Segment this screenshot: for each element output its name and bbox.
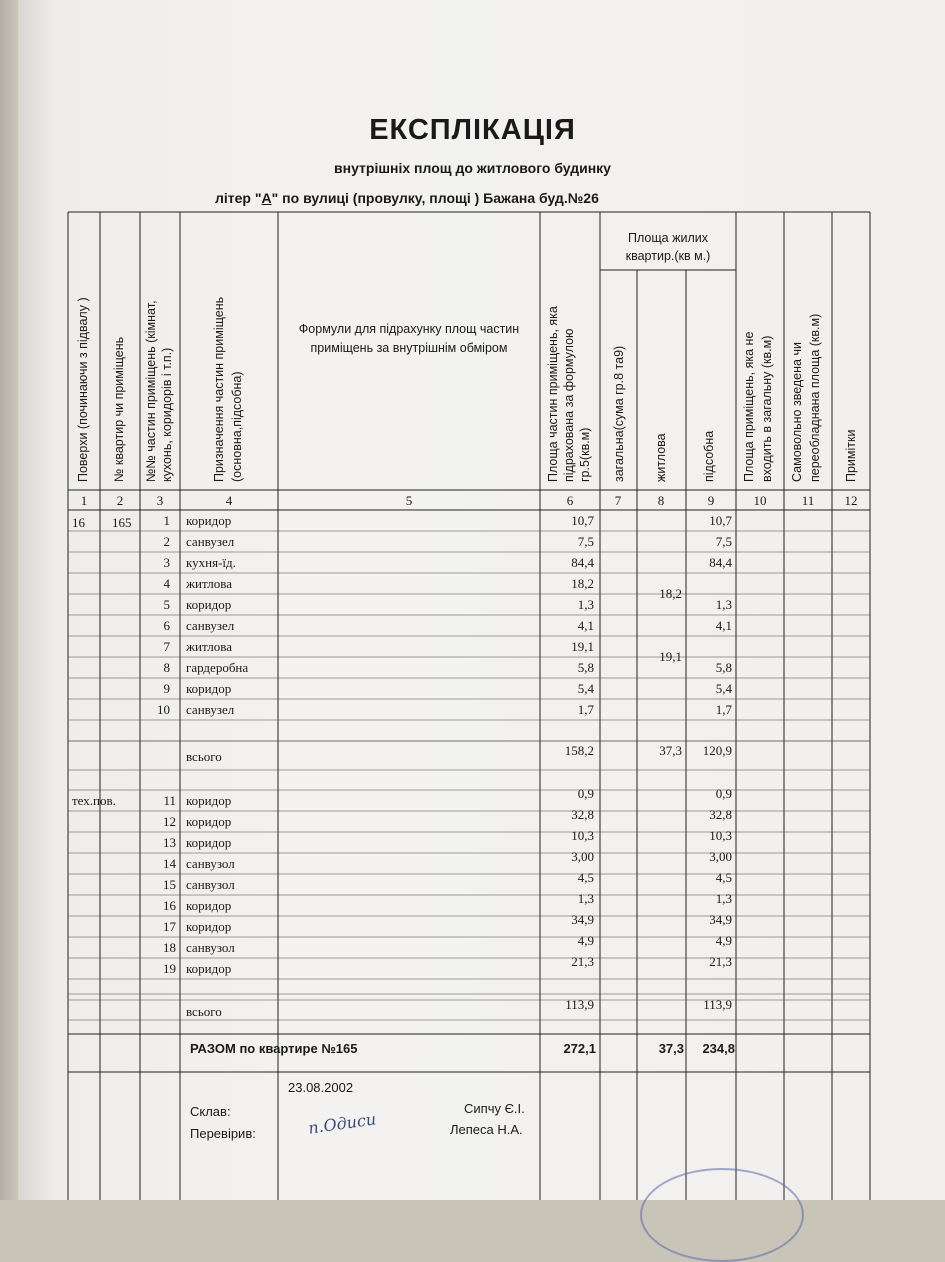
room-area: 0,9: [577, 786, 594, 801]
header-auxiliary: підсобна: [702, 430, 716, 482]
room-number: 7: [163, 639, 170, 654]
room-area: 21,3: [571, 954, 594, 969]
room-aux-area: 1,7: [715, 702, 732, 717]
total1-aux: 120,9: [702, 743, 732, 758]
header-area-line1: Площа частин приміщень, яка: [546, 306, 560, 482]
room-purpose: санвузол: [186, 856, 235, 871]
column-number: 11: [801, 493, 815, 508]
room-purpose: кухня-їд.: [186, 555, 236, 570]
total1-label: всього: [186, 749, 222, 764]
room-area: 7,5: [577, 534, 594, 549]
header-purpose-line2: (основна,підсобна): [230, 371, 244, 482]
room-aux-area: 1,3: [715, 891, 732, 906]
header-formulas: Формули для підрахунку площ частин приміщень за внутрішнім обміром: [298, 322, 520, 355]
column-number: 3: [156, 493, 164, 508]
room-aux-area: 4,9: [715, 933, 732, 948]
total1-living: 37,3: [659, 743, 682, 758]
column-number: 5: [405, 493, 413, 508]
room-purpose: санвузел: [186, 534, 235, 549]
total2-aux: 113,9: [703, 997, 732, 1012]
room-number: 15: [163, 877, 176, 892]
tech-floor: тех.пов.: [72, 793, 116, 808]
header-parts-line2: кухонь, коридорів і т.п.): [160, 347, 174, 482]
room-purpose: санвузол: [186, 940, 235, 955]
room-number: 9: [163, 681, 170, 696]
room-number: 3: [163, 555, 170, 570]
room-area: 5,4: [577, 681, 594, 696]
room-number: 16: [163, 898, 176, 913]
room-area: 5,8: [577, 660, 594, 675]
header-area-line3: гр.5(кв.м): [578, 427, 592, 482]
room-number: 13: [163, 835, 176, 850]
room-area: 3,00: [571, 849, 594, 864]
room-area: 32,8: [571, 807, 594, 822]
room-aux-area: 5,8: [715, 660, 732, 675]
column-number: 10: [753, 493, 767, 508]
room-purpose: житлова: [186, 639, 233, 654]
column-number: 12: [844, 493, 858, 508]
header-purpose-line1: Призначення частин приміщень: [212, 296, 226, 482]
room-aux-area: 0,9: [715, 786, 732, 801]
room-purpose: коридор: [186, 814, 232, 829]
room-number: 8: [163, 660, 170, 675]
grand-total-area: 272,1: [563, 1041, 596, 1056]
column-number: 4: [225, 493, 233, 508]
column-number: 2: [116, 493, 124, 508]
room-number: 1: [163, 513, 170, 528]
checked-by-name: Лепеса Н.А.: [450, 1122, 523, 1137]
room-aux-area: 32,8: [709, 807, 732, 822]
header-parts-line1: №№ частин приміщень (кімнат,: [144, 300, 158, 482]
room-number: 14: [163, 856, 176, 871]
room-purpose: житлова: [186, 576, 233, 591]
room-area: 4,1: [577, 618, 594, 633]
room-purpose: коридор: [186, 597, 232, 612]
header-selfbuilt-line2: переобладнана площа (кв.м): [808, 313, 822, 482]
room-purpose: санвузел: [186, 702, 235, 717]
header-selfbuilt-line1: Самовольно зведена чи: [790, 342, 804, 482]
room-aux-area: 4,5: [715, 870, 732, 885]
room-aux-area: 84,4: [709, 555, 732, 570]
room-aux-area: 7,5: [715, 534, 732, 549]
room-number: 4: [163, 576, 170, 591]
room-area: 18,2: [571, 576, 594, 591]
room-aux-area: 34,9: [709, 912, 732, 927]
date: 23.08.2002: [288, 1080, 354, 1095]
column-number: 6: [566, 493, 574, 508]
room-aux-area: 10,7: [709, 513, 732, 528]
room-aux-area: 4,1: [715, 618, 732, 633]
room-aux-area: 10,3: [709, 828, 732, 843]
room-purpose: коридор: [186, 793, 232, 808]
room-number: 5: [163, 597, 170, 612]
column-number: 1: [80, 493, 88, 508]
checked-by-label: Перевірив:: [190, 1126, 256, 1141]
room-purpose: коридор: [186, 513, 232, 528]
room-purpose: санвузол: [186, 877, 235, 892]
room-area: 1,3: [577, 597, 594, 612]
liter-suffix: " по вулиці (провулку, площі ) Бажана буд.№26: [271, 190, 599, 206]
header-living-group: Площа жилих квартир.(кв м.): [625, 231, 711, 263]
room-number: 10: [157, 702, 170, 717]
room-purpose: гардеробна: [186, 660, 249, 675]
header-area-line2: підрахована за формулою: [562, 328, 576, 482]
header-notes: Примітки: [844, 429, 858, 482]
room-area: 10,7: [571, 513, 594, 528]
made-by-name: Сипчу Є.І.: [464, 1101, 525, 1116]
total2-label: всього: [186, 1004, 222, 1019]
room-area: 1,3: [577, 891, 594, 906]
room-area: 10,3: [571, 828, 594, 843]
column-number: 9: [707, 493, 715, 508]
grand-total-living: 37,3: [658, 1041, 684, 1056]
grand-total-label: РАЗОМ по квартире №165: [190, 1041, 358, 1056]
room-area: 4,5: [577, 870, 594, 885]
room-area: 84,4: [571, 555, 594, 570]
liter-letter: А: [261, 190, 272, 206]
header-excluded-line1: Площа приміщень, яка не: [742, 331, 756, 482]
room-living-area: 18,2: [659, 586, 682, 601]
signature: п.Одиси: [307, 1109, 378, 1138]
apartment-number: 165: [112, 515, 132, 530]
header-floors: Поверхи (починаючи з підвалу ): [76, 297, 90, 482]
room-living-area: 19,1: [659, 649, 682, 664]
column-number: 7: [614, 493, 622, 508]
header-excluded-line2: входить в загальну (кв.м): [760, 335, 774, 482]
room-number: 18: [163, 940, 176, 955]
made-by-label: Склав:: [190, 1104, 231, 1119]
room-purpose: коридор: [186, 961, 232, 976]
room-aux-area: 1,3: [715, 597, 732, 612]
liter-prefix: літер ": [215, 190, 262, 206]
room-purpose: коридор: [186, 919, 232, 934]
total2-area: 113,9: [565, 997, 594, 1012]
room-purpose: коридор: [186, 681, 232, 696]
header-total: загальна(сума гр.8 та9): [612, 345, 626, 482]
header-living: житлова: [654, 433, 668, 482]
room-purpose: санвузел: [186, 618, 235, 633]
room-purpose: коридор: [186, 835, 232, 850]
room-number: 19: [163, 961, 176, 976]
column-number: 8: [657, 493, 665, 508]
stamp-seal: [640, 1168, 804, 1262]
header-apartment: № квартир чи приміщень: [112, 336, 126, 482]
room-area: 19,1: [571, 639, 594, 654]
room-number: 6: [163, 618, 170, 633]
room-aux-area: 3,00: [709, 849, 732, 864]
room-number: 12: [163, 814, 176, 829]
document-title: ЕКСПЛІКАЦІЯ: [369, 114, 576, 146]
room-area: 4,9: [577, 933, 594, 948]
floor-number: 16: [72, 515, 85, 530]
grand-total-aux: 234,8: [702, 1041, 735, 1056]
room-area: 1,7: [577, 702, 594, 717]
room-aux-area: 21,3: [709, 954, 732, 969]
room-area: 34,9: [571, 912, 594, 927]
document-subtitle: внутрішніх площ до житлового будинку: [334, 160, 611, 176]
room-number: 11: [163, 793, 176, 808]
total1-area: 158,2: [564, 743, 594, 758]
room-number: 2: [163, 534, 170, 549]
room-aux-area: 5,4: [715, 681, 732, 696]
room-number: 17: [163, 919, 176, 934]
room-purpose: коридор: [186, 898, 232, 913]
